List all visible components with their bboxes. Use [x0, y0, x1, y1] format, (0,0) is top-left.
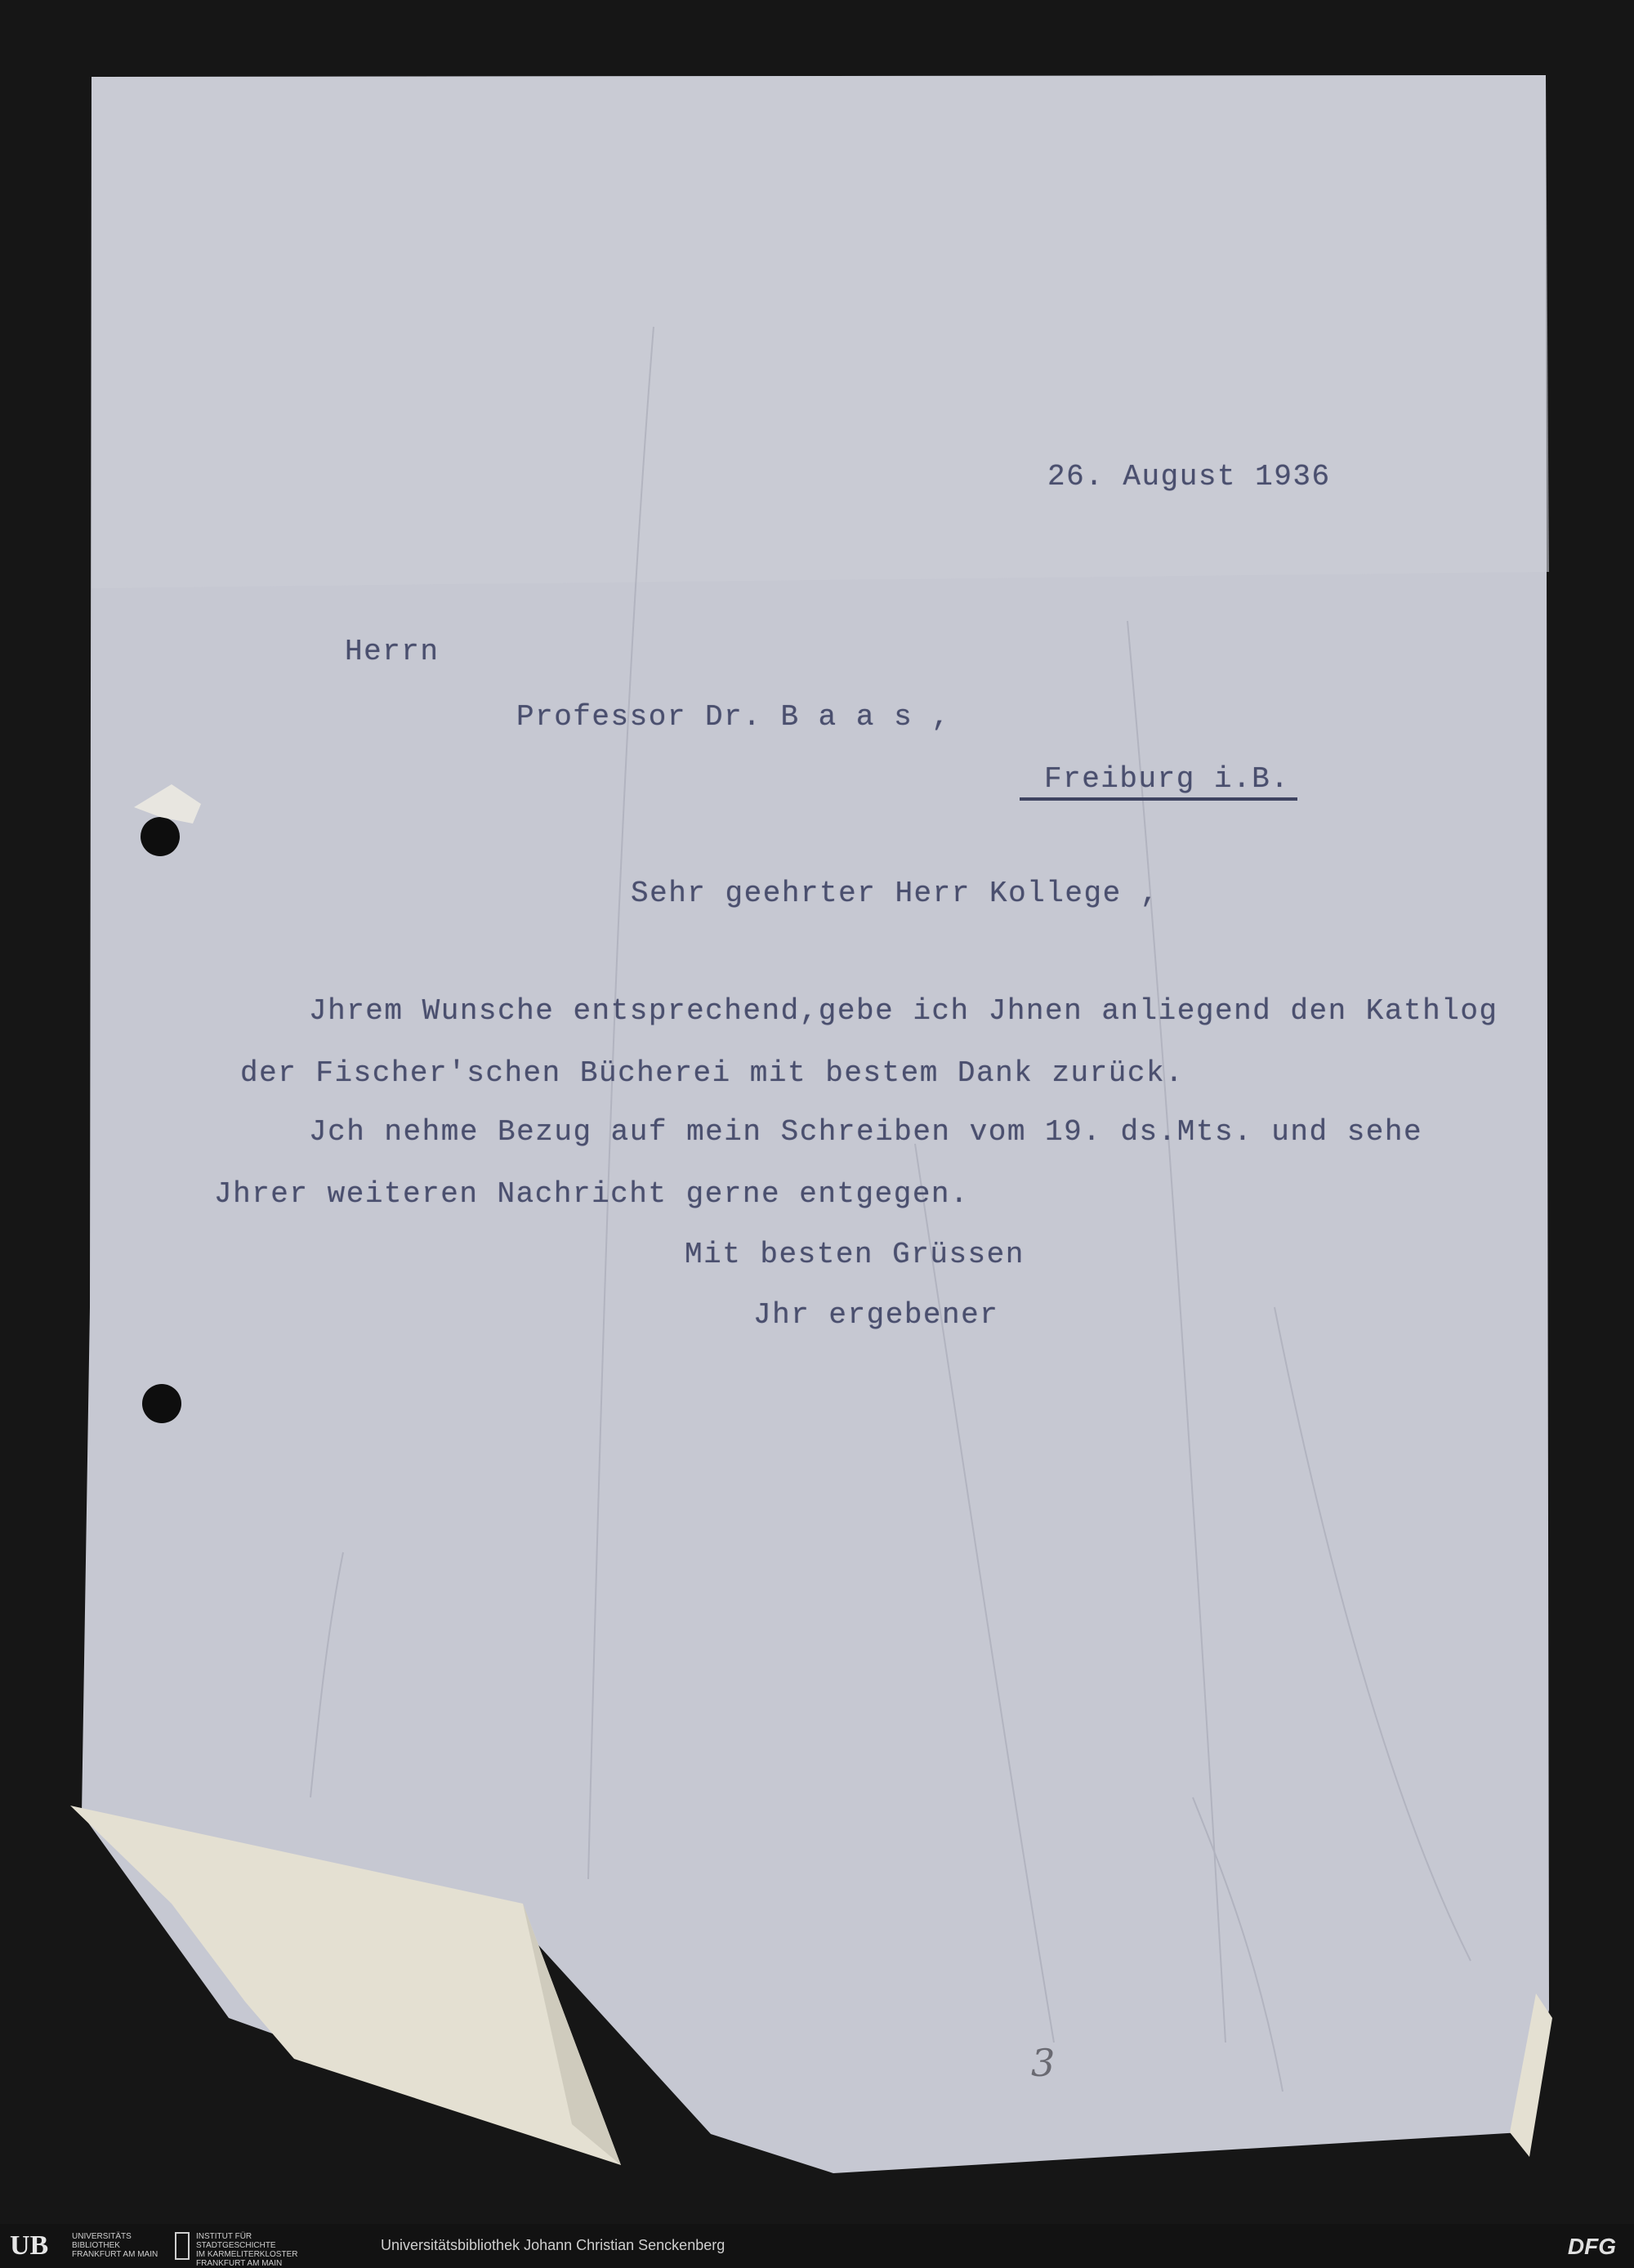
archive-footer-bar: [0, 2224, 1634, 2268]
body-line-4: Jhrer weiteren Nachricht gerne entgegen.: [214, 1177, 970, 1211]
paper-shading: [92, 75, 1549, 588]
institute-logo-icon: [175, 2232, 190, 2260]
letter-date: 26. August 1936: [1047, 460, 1331, 493]
institute-subtitle: INSTITUT FÜR STADTGESCHICHTE IM KARMELITERKLOSTER FRANKFURT AM MAIN: [196, 2232, 298, 2268]
pencil-page-number: 3: [1031, 2041, 1056, 2085]
letter-signoff: Jhr ergebener: [753, 1298, 999, 1332]
recipient-salutation: Herrn: [345, 635, 440, 668]
recipient-city: Freiburg i.B.: [1020, 763, 1297, 801]
ub-subtitle: UNIVERSITÄTS BIBLIOTHEK FRANKFURT AM MAIN: [72, 2232, 158, 2259]
letter-greeting: Sehr geehrter Herr Kollege ,: [631, 877, 1159, 910]
dfg-logo: DFG: [1567, 2234, 1616, 2259]
punch-hole-lower: [142, 1384, 181, 1423]
ub-logo: UB: [10, 2230, 49, 2261]
letter-closing: Mit besten Grüssen: [685, 1238, 1025, 1271]
punch-hole-upper: [141, 817, 180, 856]
body-line-3: Jch nehme Bezug auf mein Schreiben vom 19. ds.Mts. und sehe: [309, 1115, 1423, 1149]
body-line-1: Jhrem Wunsche entsprechend,gebe ich Jhnen anliegend den Kathlog: [309, 994, 1498, 1028]
library-name: Universitätsbibliothek Johann Christian Senckenberg: [381, 2237, 725, 2253]
body-line-2: der Fischer'schen Bücherei mit bestem Dank zurück.: [240, 1056, 1185, 1090]
recipient-name: Professor Dr. B a a s ,: [516, 700, 951, 734]
